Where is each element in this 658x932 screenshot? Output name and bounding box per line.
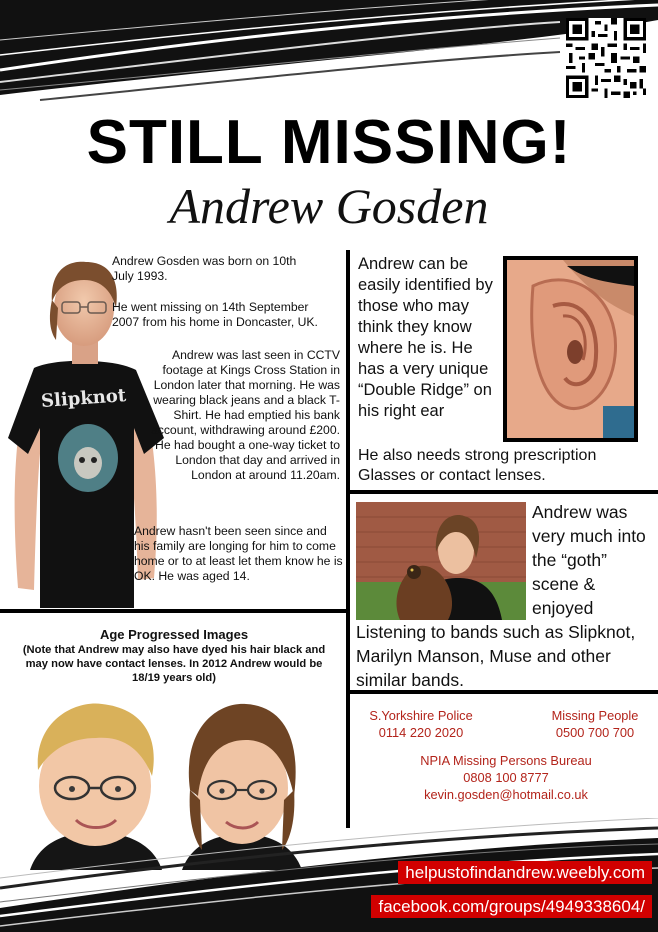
bio-text-intro bbox=[112, 254, 342, 346]
contact-email[interactable]: kevin.gosden@hotmail.co.uk bbox=[424, 787, 588, 802]
npia-contact bbox=[360, 752, 652, 803]
police-name: S.Yorkshire Police bbox=[369, 708, 473, 723]
missing-person-name: Andrew Gosden bbox=[169, 178, 489, 234]
headline: STILL MISSING! bbox=[86, 108, 572, 177]
npia-phone: 0808 100 8777 bbox=[463, 770, 549, 785]
bio-not-seen: Andrew hasn't been seen since and his family are longing for him to come home or to at least let them know he is OK. He was aged 14. bbox=[134, 524, 343, 583]
ear-photo bbox=[503, 256, 638, 442]
identification-text: Andrew can be easily identified by those who may think they know where he is. He has a very unique “Double Ridge” on his right ear bbox=[358, 255, 493, 420]
bio-cctv: Andrew was last seen in CCTV footage at Kings Cross Station in London later that morning. He was wearing black jeans and a black T-Shirt. He had emptied his bank account, withdrawing around £200. He had bought a one-way ticket to London that day and arrived in London at around 11.20am. bbox=[150, 348, 340, 482]
glasses-text: He also needs strong prescription Glasses or contact lenses. bbox=[358, 447, 597, 484]
age-progressed-section bbox=[0, 627, 348, 685]
missing-people-phone: 0500 700 700 bbox=[555, 725, 635, 740]
horizontal-divider-right-1 bbox=[348, 490, 658, 494]
police-phone: 0114 220 2020 bbox=[378, 725, 464, 740]
vertical-divider bbox=[346, 250, 350, 828]
svg-text:Slipknot: Slipknot bbox=[40, 385, 127, 412]
horizontal-divider-left bbox=[0, 609, 348, 613]
age-progressed-title: Age Progressed Images bbox=[99, 627, 249, 642]
facebook-link[interactable]: facebook.com/groups/4949338604/ bbox=[371, 895, 652, 918]
goth-text: Andrew was very much into the “goth” scene & enjoyed bbox=[532, 502, 646, 618]
andrew-with-hawk-photo bbox=[356, 502, 526, 620]
police-contact bbox=[366, 707, 476, 741]
age-progressed-note: (Note that Andrew may also have dyed his hair black and may now have contact lenses. In 2012 Andrew would be 18/19 years old) bbox=[22, 644, 326, 684]
missing-people-name: Missing People bbox=[551, 708, 639, 723]
top-swoosh-decoration bbox=[0, 0, 658, 110]
bio-missing-date: He went missing on 14th September 2007 from his home in Doncaster, UK. bbox=[112, 300, 318, 329]
qr-code bbox=[566, 18, 646, 98]
bio-born: Andrew Gosden was born on 10th July 1993. bbox=[112, 254, 297, 283]
website-link[interactable]: helpustofindandrew.weebly.com bbox=[398, 861, 652, 884]
npia-name: NPIA Missing Persons Bureau bbox=[420, 753, 592, 768]
bands-text: Listening to bands such as Slipknot, Marilyn Manson, Muse and other similar bands. bbox=[356, 622, 636, 690]
missing-people-contact bbox=[532, 707, 658, 741]
